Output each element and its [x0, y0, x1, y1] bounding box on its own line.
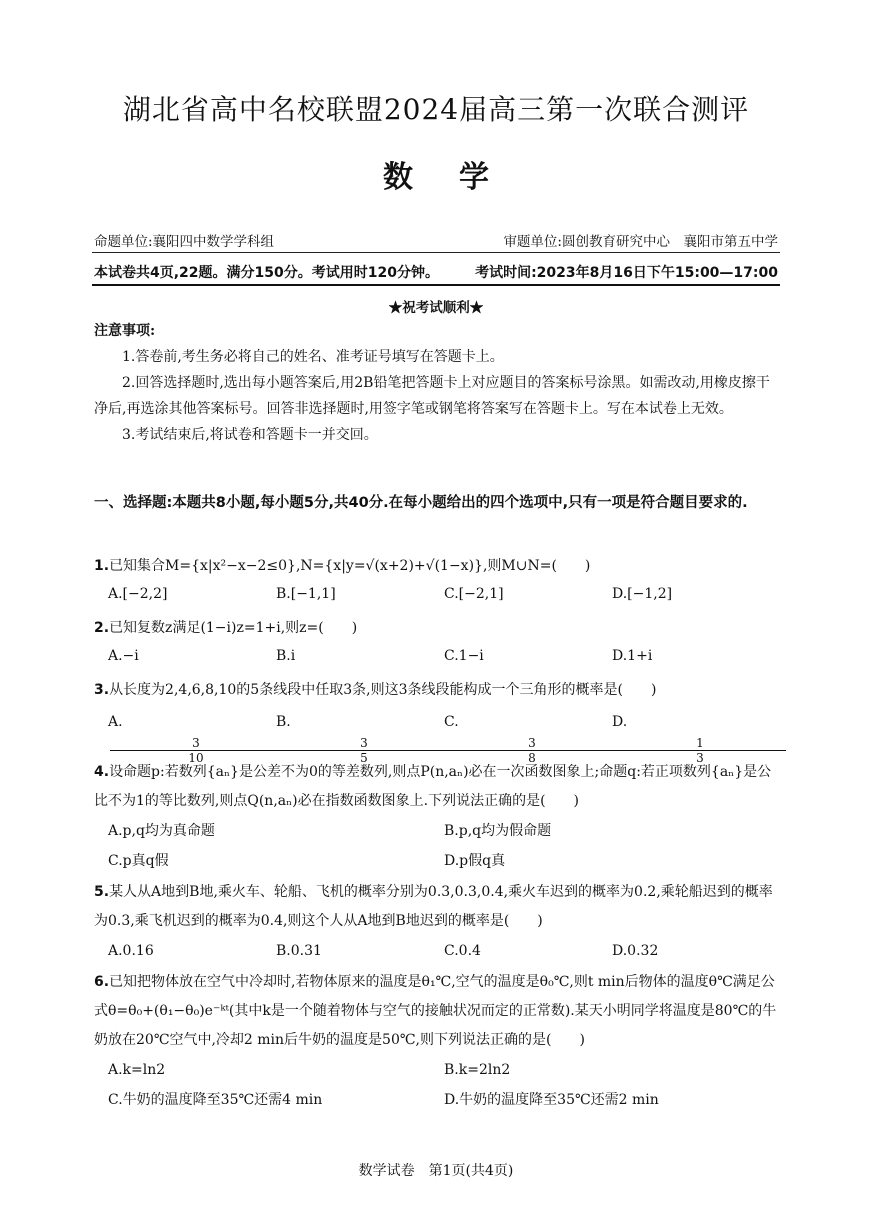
option-b[interactable]: B.k=2ln2 — [444, 1062, 511, 1078]
reviewer-unit: 审题单位:圆创教育研究中心 襄阳市第五中学 — [503, 234, 778, 250]
option-b[interactable]: B.0.31 — [276, 943, 322, 959]
question-2 — [94, 614, 782, 670]
question-number: 5. — [94, 884, 110, 900]
notice-item-1: 1.答卷前,考生务必将自己的姓名、准考证号填写在答题卡上。 — [122, 349, 504, 365]
good-luck-banner: ★祝考试顺利★ — [388, 300, 484, 316]
option-label: D. — [612, 714, 628, 730]
question-1 — [94, 552, 782, 608]
option-d[interactable] — [612, 708, 780, 765]
question-text: 已知集合M={x|x²−x−2≤0},N={x|y=√(x+2)+√(1−x)},则M∪N=( ) — [109, 558, 591, 574]
proposer-unit: 命题单位:襄阳四中数学学科组 — [94, 234, 275, 250]
subject-title: 数学 — [383, 160, 535, 195]
denominator: 8 — [528, 751, 536, 765]
question-number: 4. — [94, 764, 110, 780]
numerator: 1 — [614, 736, 786, 751]
notice-heading: 注意事项: — [94, 323, 156, 339]
option-a[interactable] — [108, 708, 276, 765]
question-text: 设命题p:若数列{aₙ}是公差不为0的等差数列,则点P(n,aₙ)必在一次函数图象上;命题q:若正项数列{aₙ}是公比不为1的等比数列,则点Q(n,aₙ)必在指数函数图象上.下列说法正确的是( ) — [94, 764, 772, 809]
option-label: A. — [108, 714, 123, 730]
option-label: B. — [276, 714, 291, 730]
option-d[interactable]: D.p假q真 — [444, 853, 506, 869]
denominator: 10 — [188, 751, 204, 765]
option-a[interactable]: A.k=ln2 — [108, 1062, 166, 1078]
question-3 — [94, 676, 782, 765]
option-d[interactable]: D.0.32 — [612, 943, 659, 959]
option-d[interactable]: D.1+i — [612, 648, 653, 664]
question-text: 某人从A地到B地,乘火车、轮船、飞机的概率分别为0.3,0.3,0.4,乘火车迟到的概率为0.2,乘轮船迟到的概率为0.3,乘飞机迟到的概率为0.4,则这个人从A地到B地迟到的概率是( ) — [94, 884, 773, 929]
paper-info: 本试卷共4页,22题。满分150分。考试用时120分钟。 — [94, 265, 439, 281]
header-rule-thick — [92, 284, 780, 286]
page-footer: 数学试卷 第1页(共4页) — [358, 1163, 514, 1179]
exam-time: 考试时间:2023年8月16日下午15:00—17:00 — [475, 265, 778, 281]
option-c[interactable]: C.p真q假 — [108, 853, 169, 869]
question-text: 已知复数z满足(1−i)z=1+i,则z=( ) — [109, 620, 358, 636]
question-5 — [94, 878, 782, 966]
question-text: 已知把物体放在空气中冷却时,若物体原来的温度是θ₁℃,空气的温度是θ₀℃,则t min后物体的温度θ℃满足公式θ=θ₀+(θ₁−θ₀)e⁻ᵏᵗ(其中k是一个随着物体与空气的接触状况而定的正常数).某天小明同学将温度是80℃的牛奶放在20℃空气中,冷却2 min后牛奶的温度是50℃,则下列说法正确的是( ) — [94, 974, 777, 1048]
option-d[interactable]: D.牛奶的温度降至35℃还需2 min — [444, 1092, 659, 1108]
question-number: 3. — [94, 682, 110, 698]
option-a[interactable]: A.0.16 — [108, 943, 154, 959]
option-a[interactable]: A.p,q均为真命题 — [108, 823, 215, 839]
numerator: 3 — [110, 736, 282, 751]
question-6 — [94, 968, 782, 1115]
numerator: 3 — [446, 736, 618, 751]
section-1-heading: 一、选择题:本题共8小题,每小题5分,共40分.在每小题给出的四个选项中,只有一项是符合题目要求的. — [94, 495, 748, 511]
option-b[interactable]: B.i — [276, 648, 296, 664]
option-c[interactable]: C.1−i — [444, 648, 484, 664]
option-b[interactable]: B.p,q均为假命题 — [444, 823, 552, 839]
option-a[interactable]: A.−i — [108, 648, 139, 664]
numerator: 3 — [278, 736, 450, 751]
option-c[interactable]: C.[−2,1] — [444, 586, 504, 602]
question-number: 2. — [94, 620, 110, 636]
notice-item-2: 2.回答选择题时,选出每小题答案后,用2B铅笔把答题卡上对应题目的答案标号涂黑。如需改动,用橡皮擦干净后,再选涂其他答案标号。回答非选择题时,用签字笔或钢笔将答案写在答题卡上。写在本试卷上无效。 — [94, 375, 770, 417]
option-c[interactable] — [444, 708, 612, 765]
option-d[interactable]: D.[−1,2] — [612, 586, 673, 602]
question-number: 1. — [94, 558, 110, 574]
option-b[interactable]: B.[−1,1] — [276, 586, 336, 602]
question-text: 从长度为2,4,6,8,10的5条线段中任取3条,则这3条线段能构成一个三角形的概率是( ) — [109, 682, 657, 698]
option-label: C. — [444, 714, 459, 730]
question-4 — [94, 758, 782, 876]
denominator: 3 — [696, 751, 704, 765]
option-c[interactable]: C.牛奶的温度降至35℃还需4 min — [108, 1092, 323, 1108]
option-b[interactable] — [276, 708, 444, 765]
notice-item-3: 3.考试结束后,将试卷和答题卡一并交回。 — [122, 427, 378, 443]
page-title: 湖北省高中名校联盟2024届高三第一次联合测评 — [122, 93, 750, 126]
option-a[interactable]: A.[−2,2] — [108, 586, 168, 602]
header-rule-thin — [92, 252, 780, 253]
notice-block — [94, 318, 782, 448]
option-c[interactable]: C.0.4 — [444, 943, 481, 959]
question-number: 6. — [94, 974, 110, 990]
denominator: 5 — [360, 751, 368, 765]
